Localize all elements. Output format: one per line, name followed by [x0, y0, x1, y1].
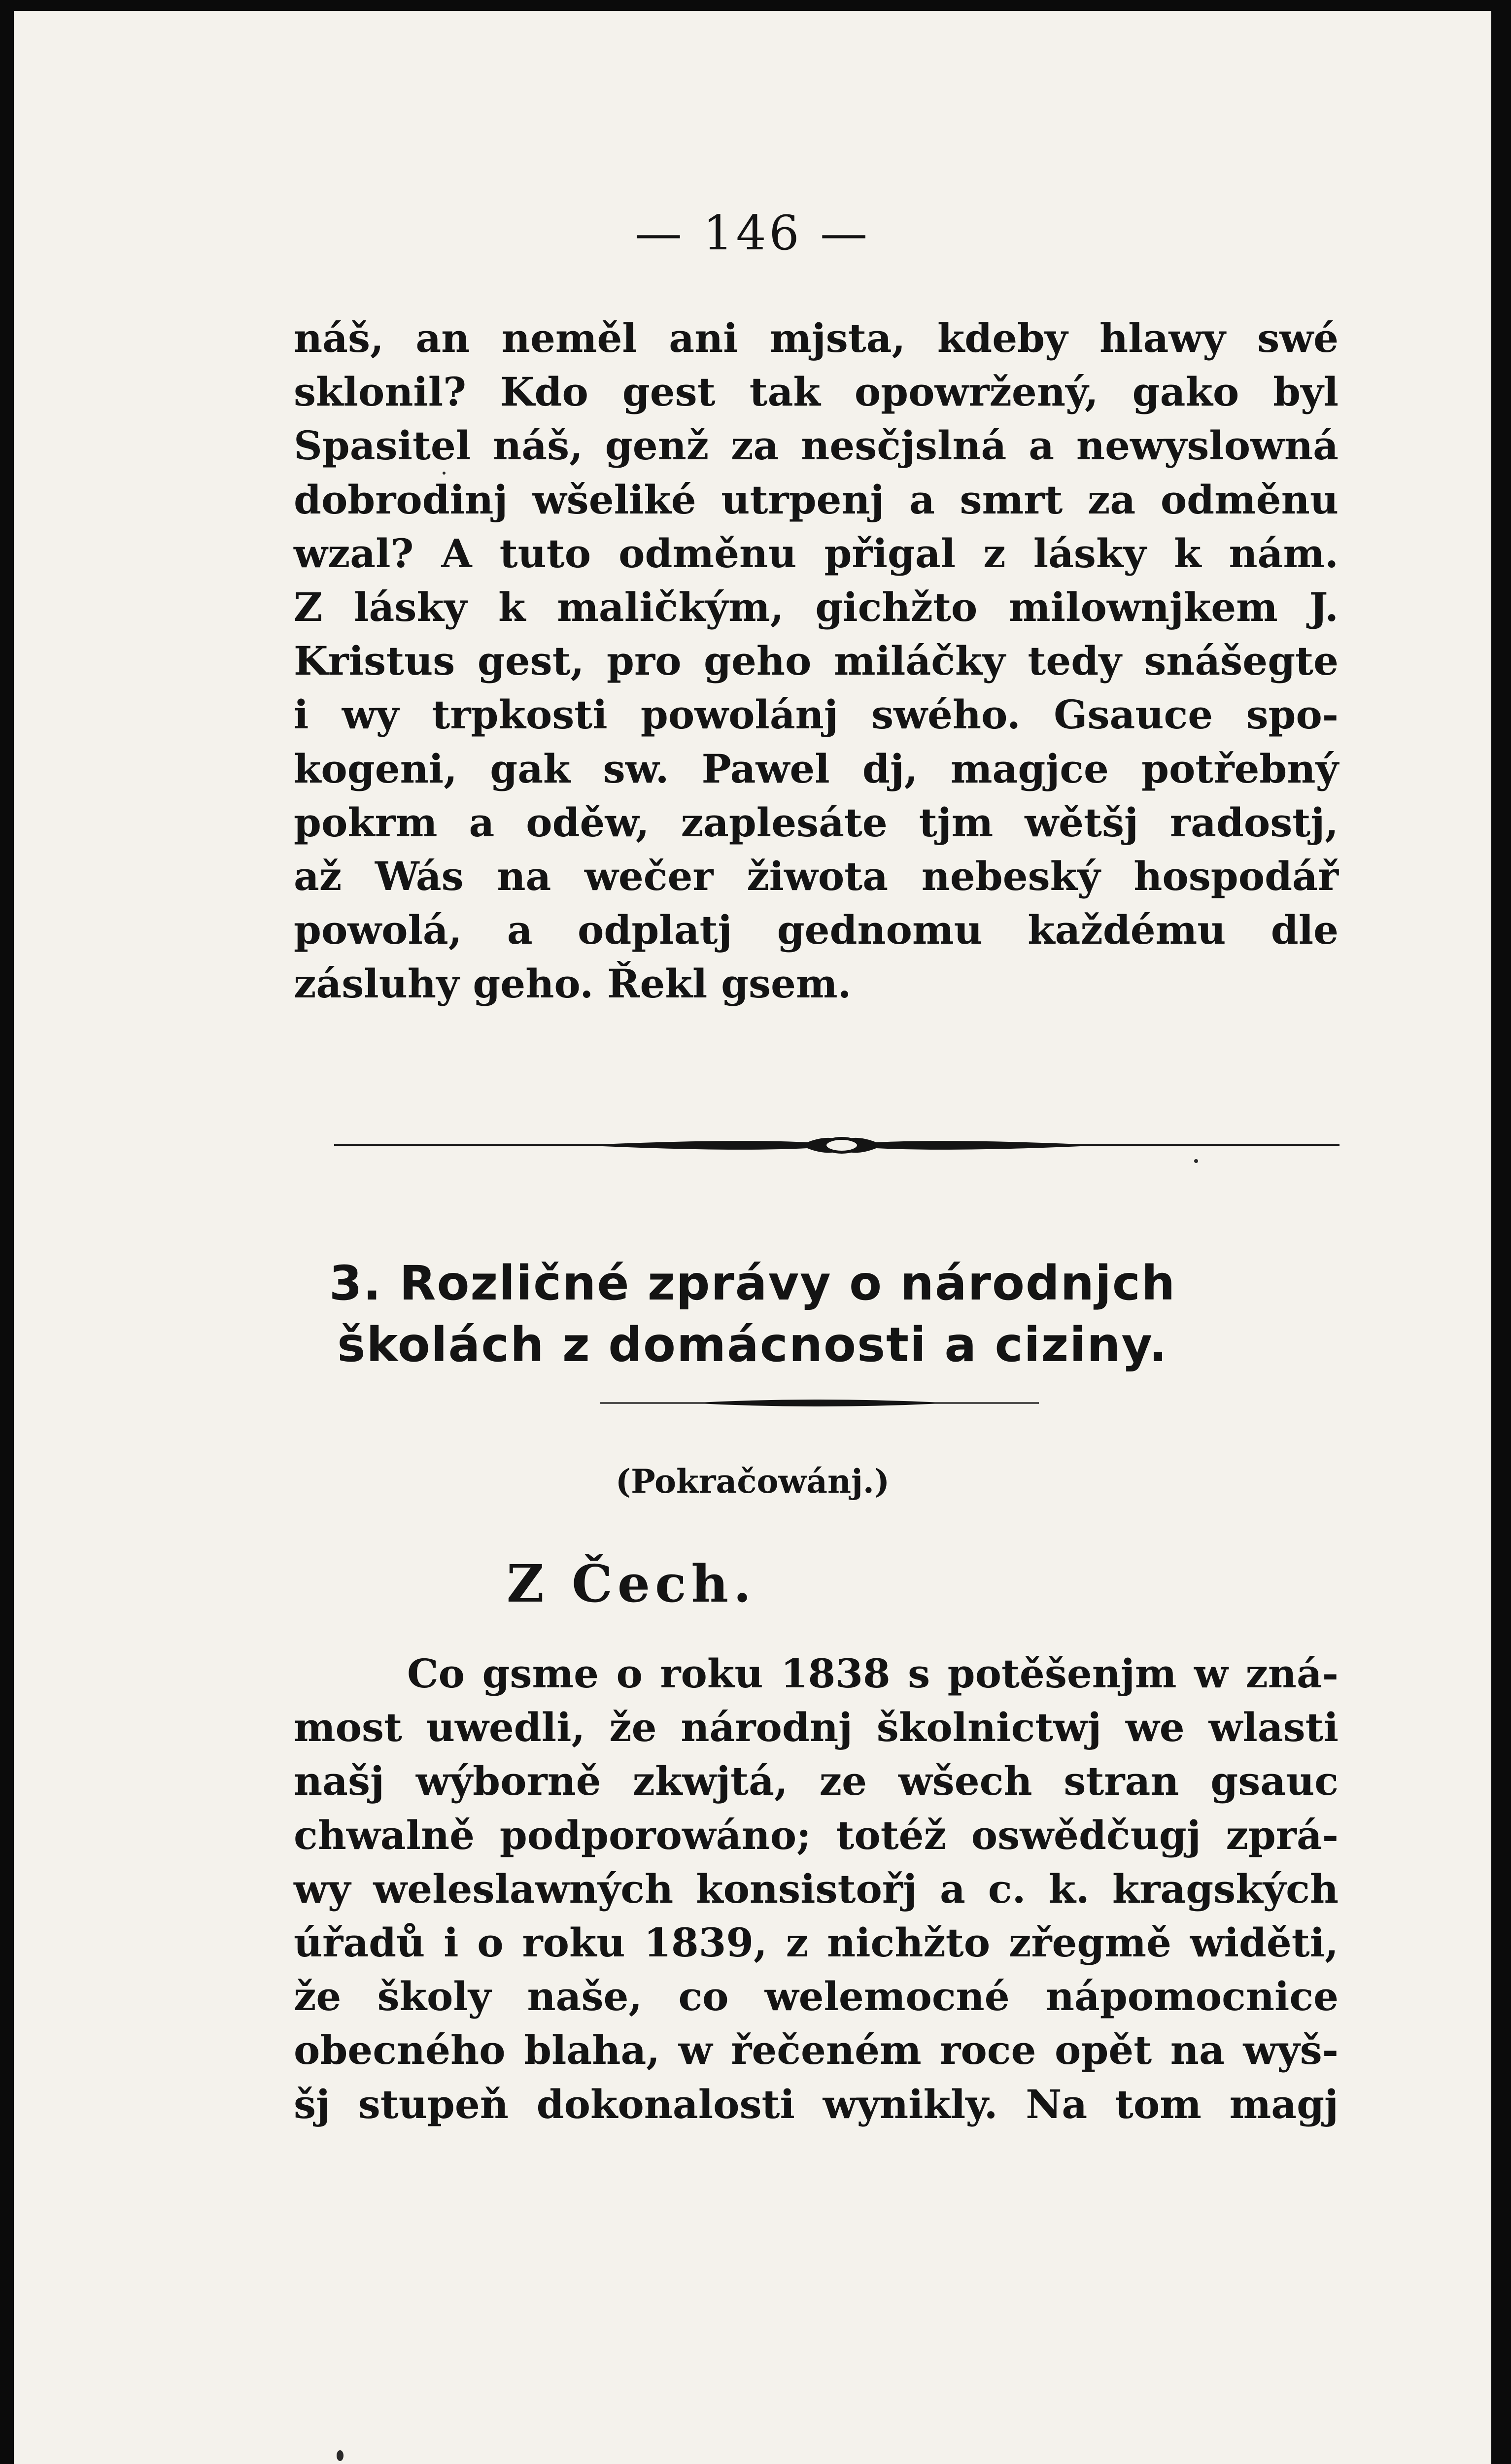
subheading: Z Čech. — [507, 1553, 756, 1614]
text-line: pokrm a oděw, zaplesáte tjm wětšj radostj, — [294, 799, 1339, 846]
text-line: Spasitel náš, genž za nesčjslná a newyslowná — [294, 422, 1339, 469]
section-title — [14, 1253, 1491, 1376]
text-line: wy weleslawných konsistořj a c. k. kragských — [294, 1865, 1339, 1912]
text-line: úřadů i o roku 1839, z nichžto zřegmě widěti, — [294, 1919, 1339, 1966]
text-line: i wy trpkosti powolánj swého. Gsauce spo- — [294, 691, 1339, 738]
speck — [337, 2450, 343, 2461]
text-line: wzal? A tuto odměnu přigal z lásky k nám. — [294, 530, 1339, 577]
text-line: chwalně podporowáno; totéž oswědčugj zprá- — [294, 1812, 1339, 1858]
text-line: Z lásky k maličkým, gichžto milownjkem J. — [294, 583, 1339, 630]
ornamental-rule — [334, 1129, 1339, 1159]
text-line: dobrodinj wšeliké utrpenj a smrt za odměnu — [294, 476, 1339, 523]
text-line: šj stupeň dokonalosti wynikly. Na tom magj — [294, 2081, 1339, 2127]
section-title-line: 3. Rozličné zprávy o národnjch — [329, 1256, 1176, 1311]
text-line: powolá, a odplatj gednomu každému dle — [294, 907, 1339, 954]
continued-note: (Pokračowánj.) — [615, 1462, 890, 1501]
paragraph-sermon-ending — [294, 311, 1339, 1011]
speck — [1194, 1159, 1198, 1163]
scanned-page — [14, 11, 1491, 2464]
text-line: zásluhy geho. Řekl gsem. — [294, 960, 852, 1007]
page-number: — 146 — — [634, 205, 871, 261]
speck — [443, 472, 446, 475]
text-line: sklonil? Kdo gest tak opowržený, gako byl — [294, 369, 1339, 415]
text-line: Co gsme o roku 1838 s potěšenjm w zná- — [407, 1650, 1339, 1697]
text-line: náš, an neměl ani mjsta, kdeby hlawy swé — [294, 315, 1339, 361]
text-line: že školy naše, co welemocné nápomocnice — [294, 1973, 1339, 2020]
text-line: kogeni, gak sw. Pawel dj, magjce potřebný — [294, 745, 1339, 792]
section-title-line: školách z domácnosti a ciziny. — [337, 1317, 1168, 1372]
paragraph-report — [294, 1647, 1339, 2131]
text-line: Kristus gest, pro geho miláčky tedy snášegte — [294, 638, 1339, 684]
small-rule — [600, 1393, 1039, 1413]
text-line: až Wás na wečer žiwota nebeský hospodář — [294, 853, 1339, 899]
text-line: obecného blaha, w řečeném roce opět na wyš- — [294, 2027, 1339, 2074]
text-line: most uwedli, že národnj školnictwj we wlasti — [294, 1704, 1339, 1751]
text-line: našj wýborně zkwjtá, ze wšech stran gsauc — [294, 1758, 1339, 1805]
